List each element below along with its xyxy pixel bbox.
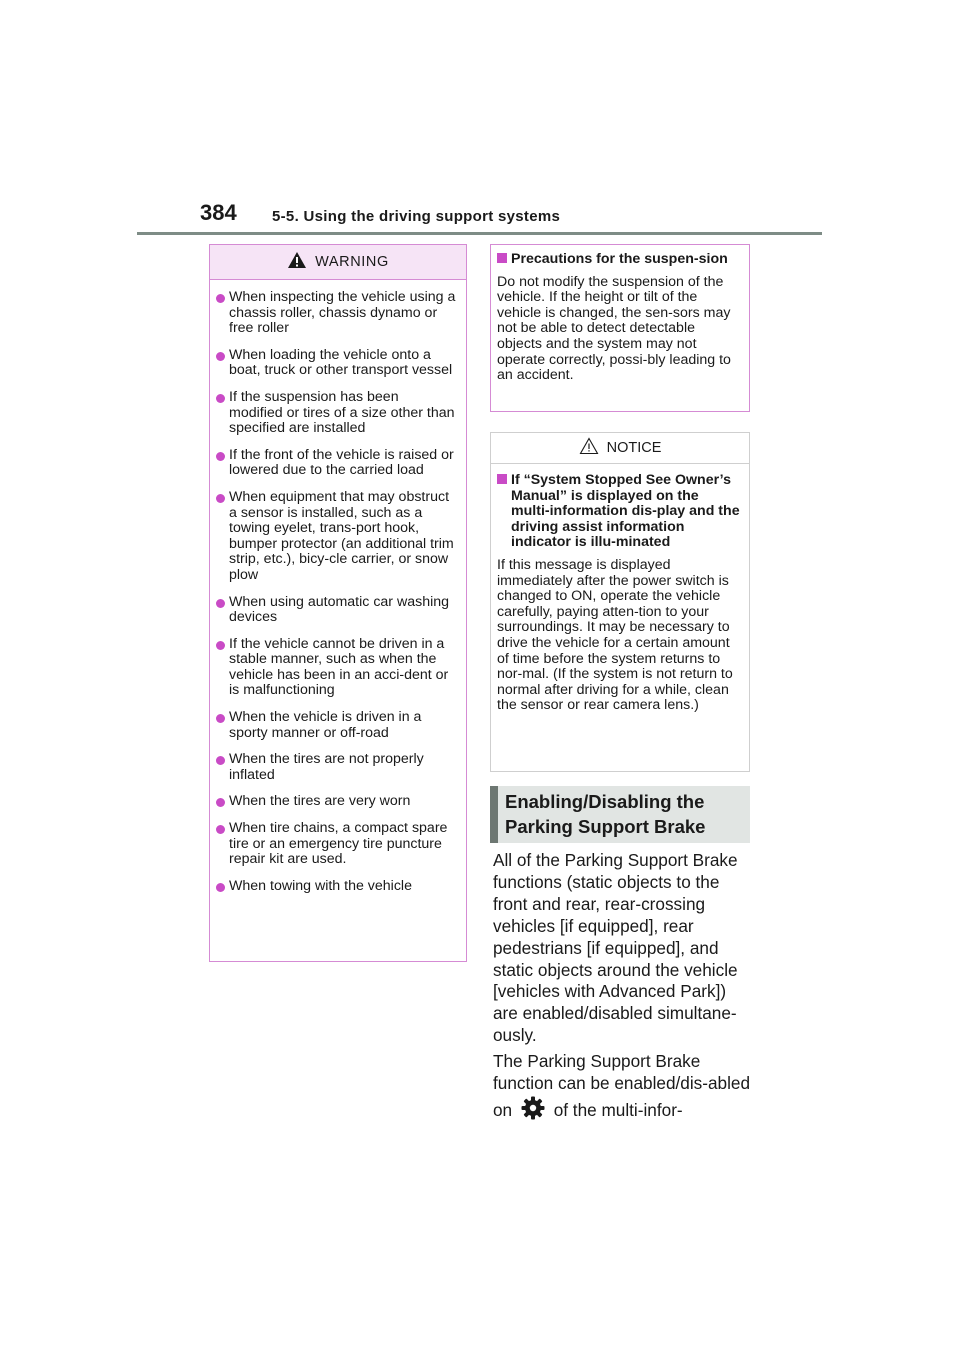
notice-content [491,464,749,714]
bullet-icon [216,352,225,361]
bullet-icon [216,394,225,403]
warning-box [209,244,467,962]
warning-item-text: When towing with the vehicle [229,877,412,894]
bullet-icon [216,883,225,892]
warning-item-text: When using automatic car washing devices [229,593,450,626]
warning-item-text: When equipment that may obstruct a sensor is installed, such as a towing eyelet, trans-port hook, bumper protector (an additional trim strip, etc.), bicy-cle carrier, or snow plow [229,488,454,583]
warning-item [216,752,456,783]
notice-subtitle [497,473,741,551]
warning-header [210,245,466,280]
body-paragraph-2-end: of the multi-infor- [553,1099,683,1120]
warning-item [216,595,456,626]
body-paragraph-2-start: The Parking Support Brake function can be enabled/dis-abled on [493,1051,751,1120]
notice-header [491,433,749,464]
warning-item [216,637,456,699]
warning-item-text: When the tires are not properly inflated [229,751,424,783]
warning-item-text: When the tires are very worn [229,793,411,810]
bullet-icon [216,798,225,807]
warning-item [216,879,456,895]
bullet-icon [216,599,225,608]
warning-item [216,348,456,379]
square-bullet-icon [497,253,507,263]
notice-subtitle-text: If “System Stopped See Owner’s Manual” is displayed on the multi-information dis-play and the driving assist information indicator is illu-minated [511,472,740,551]
warning-item-text: When tire chains, a compact spare tire or an emergency tire puncture repair kit are used. [229,820,448,868]
body-paragraph-2 [493,1051,755,1127]
warning-item [216,390,456,437]
section-heading: Enabling/Disabling the Parking Support Brake [490,786,750,843]
page-number: 384 [200,200,237,225]
header-divider [137,232,822,235]
bullet-icon [216,494,225,503]
bullet-icon [216,714,225,723]
warning-item [216,490,456,584]
precautions-box [490,244,750,412]
warning-item-text: When loading the vehicle onto a boat, truck or other transport vessel [229,346,453,379]
warning-list [210,280,466,894]
square-bullet-icon [497,474,507,484]
section-title: 5-5. Using the driving support systems [272,208,561,225]
notice-title: NOTICE [606,440,662,456]
precautions-body: Do not modify the suspension of the vehicle. If the height or tilt of the vehicle is changed, the sen-sors may not be able to detect detectable objects and the system may not operate correctly, possi-bly leading to an accident. [497,273,731,384]
warning-item [216,290,456,337]
warning-item [216,448,456,479]
warning-title: WARNING [315,254,389,270]
precautions-title-text: Precautions for the suspen-sion [511,251,728,267]
warning-item-text: If the vehicle cannot be driven in a stable manner, such as when the vehicle has been in an acci-dent or is malfunctioning [229,635,449,699]
warning-item-text: When inspecting the vehicle using a chassis roller, chassis dynamo or free roller [229,289,456,337]
warning-item [216,710,456,741]
bullet-icon [216,294,225,303]
bullet-icon [216,641,225,650]
warning-triangle-icon [287,251,307,273]
warning-item-text: If the suspension has been modified or tires of a size other than specified are installed [229,388,455,437]
bullet-icon [216,825,225,834]
notice-box [490,432,750,772]
warning-item [216,821,456,868]
body-paragraph-1: All of the Parking Support Brake functions (static objects to the front and rear, rear-crossing vehicles [if equipped], rear pedestrians [if equipped], and static objects around the vehicle [vehicles with Advanced Park]) are enabled/disabled simultane-ously. [493,850,738,1046]
bullet-icon [216,756,225,765]
settings-gear-icon [520,1095,546,1127]
bullet-icon [216,452,225,461]
warning-item-text: When the vehicle is driven in a sporty manner or off-road [229,709,422,741]
precautions-title [497,252,741,268]
warning-item-text: If the front of the vehicle is raised or lowered due to the carried load [229,446,454,479]
warning-item [216,794,456,810]
notice-body: If this message is displayed immediately after the power switch is changed to ON, operate the vehicle carefully, paying atten-tion to your surroundings. It may be necessary to drive the vehicle for a certain amount of time before the system returns to nor-mal. (If the system is not return to normal after driving for a while, clean the sensor or rear camera lens.) [497,556,733,714]
notice-triangle-icon [579,437,599,459]
